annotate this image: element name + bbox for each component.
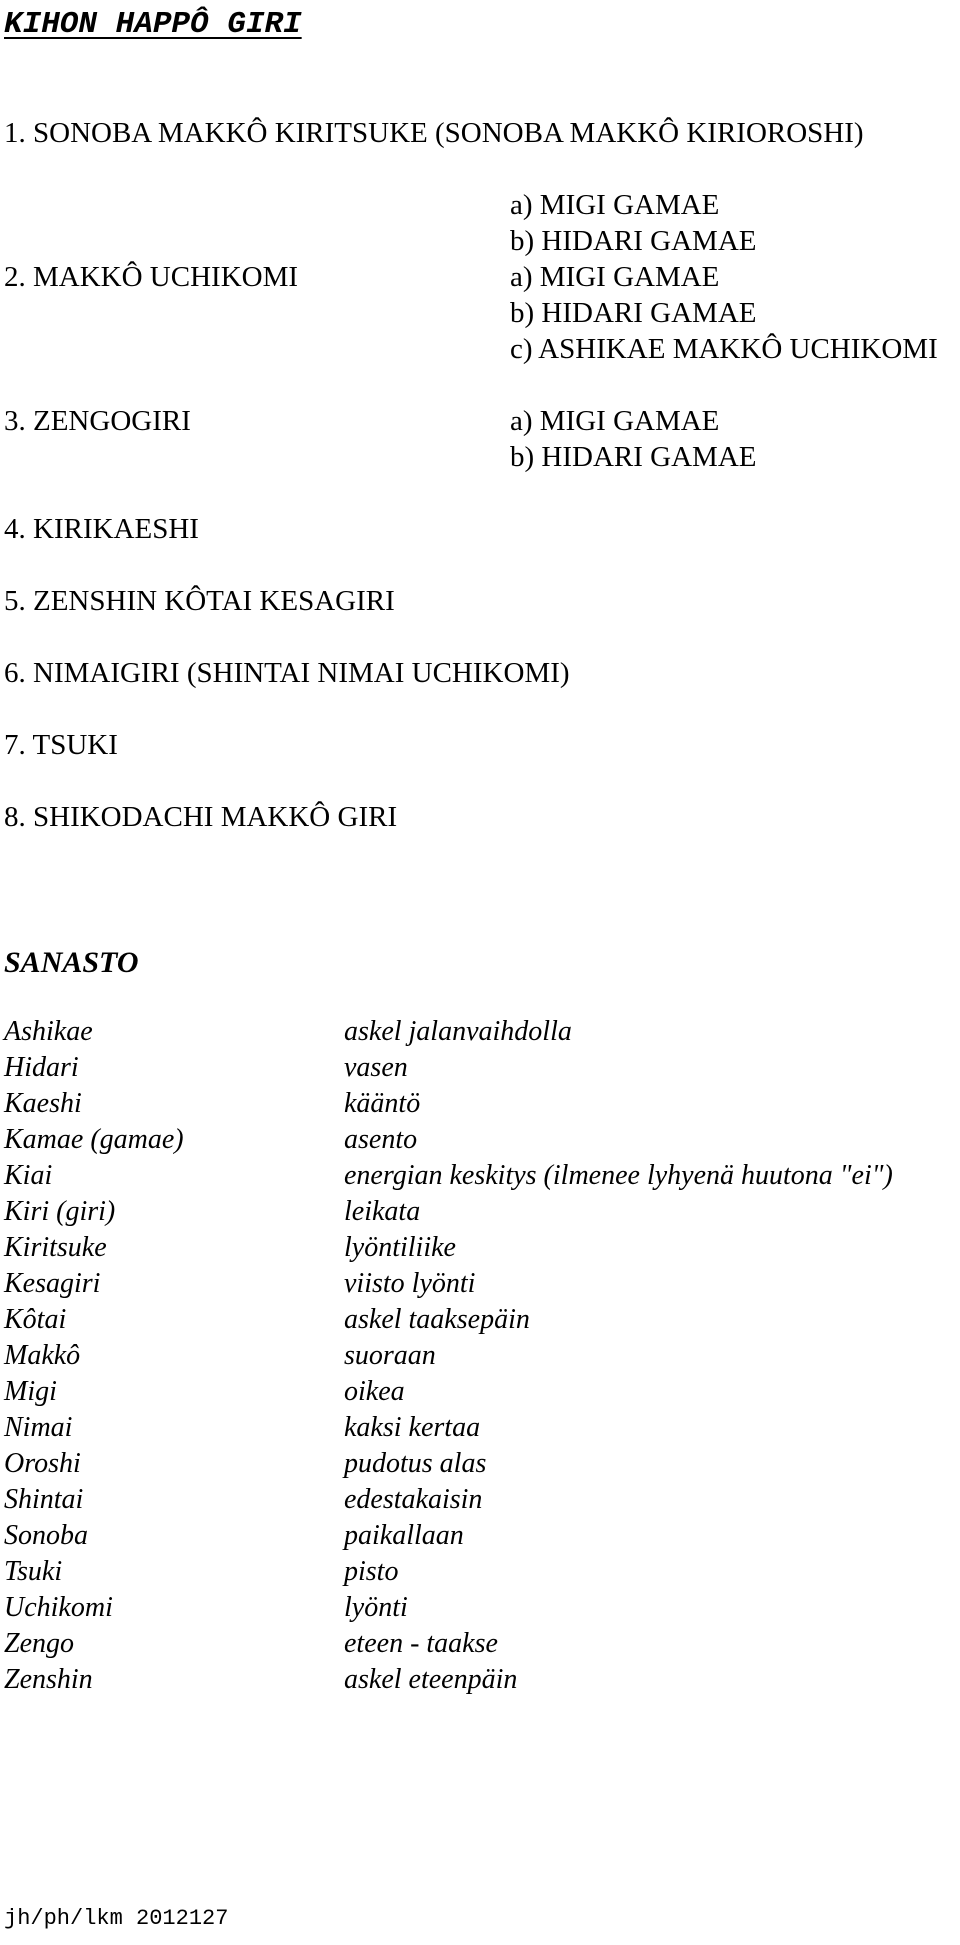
vocabulary-row: [4, 1086, 954, 1122]
variant-item: b) HIDARI GAMAE: [510, 441, 757, 473]
vocabulary-heading: SANASTO: [4, 946, 139, 979]
vocabulary-definition: kaksi kertaa: [344, 1412, 481, 1443]
vocabulary-row: [4, 1554, 954, 1590]
vocabulary-definition: lyöntiliike: [344, 1232, 456, 1263]
technique-item: [4, 727, 954, 763]
vocabulary-term: Uchikomi: [4, 1592, 113, 1623]
vocabulary-definition: viisto lyönti: [344, 1268, 476, 1299]
vocabulary-term: Kôtai: [4, 1304, 67, 1335]
vocabulary-row: [4, 1158, 954, 1194]
technique-label: 3. ZENGOGIRI: [4, 405, 191, 437]
technique-label: 1. SONOBA MAKKÔ KIRITSUKE (SONOBA MAKKÔ KIRIOROSHI): [4, 117, 864, 149]
vocabulary-row: [4, 1374, 954, 1410]
vocabulary-term: Makkô: [4, 1340, 81, 1371]
vocabulary-row: [4, 1302, 954, 1338]
vocabulary-definition: paikallaan: [344, 1520, 464, 1551]
variant-list: [510, 403, 756, 475]
vocabulary-definition: oikea: [344, 1376, 405, 1407]
vocabulary-definition: suoraan: [344, 1340, 436, 1371]
page-title: KIHON HAPPÔ GIRI: [4, 7, 302, 42]
vocabulary-row: [4, 1482, 954, 1518]
variant-item: b) HIDARI GAMAE: [510, 225, 757, 257]
vocabulary-term: Kamae (gamae): [4, 1124, 184, 1155]
vocabulary-row: [4, 1626, 954, 1662]
vocabulary-definition: askel eteenpäin: [344, 1664, 518, 1695]
vocabulary-term: Kiri (giri): [4, 1196, 116, 1227]
footer-note: jh/ph/lkm 2012127: [4, 1906, 229, 1931]
vocabulary-definition: vasen: [344, 1052, 408, 1083]
technique-label: 6. NIMAIGIRI (SHINTAI NIMAI UCHIKOMI): [4, 657, 570, 689]
vocabulary-row: [4, 1230, 954, 1266]
vocabulary-definition: asento: [344, 1124, 418, 1155]
technique-label: 8. SHIKODACHI MAKKÔ GIRI: [4, 801, 398, 833]
vocabulary-term: Oroshi: [4, 1448, 81, 1479]
vocabulary-definition: lyönti: [344, 1592, 408, 1623]
technique-item: [4, 115, 954, 257]
vocabulary-row: [4, 1590, 954, 1626]
technique-label: 2. MAKKÔ UCHIKOMI: [4, 261, 299, 293]
vocabulary-term: Sonoba: [4, 1520, 88, 1551]
vocabulary-row: [4, 1014, 954, 1050]
vocabulary-term: Zenshin: [4, 1664, 93, 1695]
variant-item: a) MIGI GAMAE: [510, 405, 720, 437]
vocabulary-row: [4, 1446, 954, 1482]
vocabulary-definition: energian keskitys (ilmenee lyhyenä huutona "ei"): [344, 1160, 893, 1191]
technique-label: 7. TSUKI: [4, 729, 118, 761]
technique-list: [4, 115, 954, 871]
variant-item: b) HIDARI GAMAE: [510, 297, 757, 329]
technique-label: 4. KIRIKAESHI: [4, 513, 199, 545]
variant-item: a) MIGI GAMAE: [510, 189, 720, 221]
vocabulary-term: Zengo: [4, 1628, 74, 1659]
vocabulary-term: Shintai: [4, 1484, 84, 1515]
vocabulary-row: [4, 1122, 954, 1158]
vocabulary-row: [4, 1518, 954, 1554]
technique-item: [4, 799, 954, 835]
vocabulary-list: [4, 1014, 954, 1698]
vocabulary-row: [4, 1050, 954, 1086]
variant-list: [510, 259, 938, 367]
vocabulary-term: Nimai: [4, 1412, 73, 1443]
vocabulary-term: Kiai: [4, 1160, 53, 1191]
variant-list: [510, 187, 756, 259]
vocabulary-term: Kiritsuke: [4, 1232, 107, 1263]
vocabulary-definition: eteen - taakse: [344, 1628, 498, 1659]
vocabulary-term: Tsuki: [4, 1556, 63, 1587]
variant-item: c) ASHIKAE MAKKÔ UCHIKOMI: [510, 333, 938, 365]
vocabulary-definition: kääntö: [344, 1088, 421, 1119]
vocabulary-row: [4, 1194, 954, 1230]
technique-label: 5. ZENSHIN KÔTAI KESAGIRI: [4, 585, 395, 617]
vocabulary-definition: askel taaksepäin: [344, 1304, 530, 1335]
vocabulary-row: [4, 1338, 954, 1374]
vocabulary-term: Ashikae: [4, 1016, 93, 1047]
vocabulary-row: [4, 1662, 954, 1698]
vocabulary-definition: edestakaisin: [344, 1484, 483, 1515]
vocabulary-row: [4, 1410, 954, 1446]
technique-item: [4, 583, 954, 619]
technique-item: [4, 259, 954, 367]
vocabulary-row: [4, 1266, 954, 1302]
vocabulary-term: Kesagiri: [4, 1268, 101, 1299]
vocabulary-term: Kaeshi: [4, 1088, 82, 1119]
vocabulary-term: Hidari: [4, 1052, 79, 1083]
vocabulary-definition: pisto: [344, 1556, 399, 1587]
technique-item: [4, 511, 954, 547]
technique-item: [4, 403, 954, 475]
vocabulary-term: Migi: [4, 1376, 57, 1407]
vocabulary-definition: leikata: [344, 1196, 421, 1227]
vocabulary-definition: askel jalanvaihdolla: [344, 1016, 572, 1047]
variant-item: a) MIGI GAMAE: [510, 261, 720, 293]
technique-item: [4, 655, 954, 691]
vocabulary-definition: pudotus alas: [344, 1448, 487, 1479]
